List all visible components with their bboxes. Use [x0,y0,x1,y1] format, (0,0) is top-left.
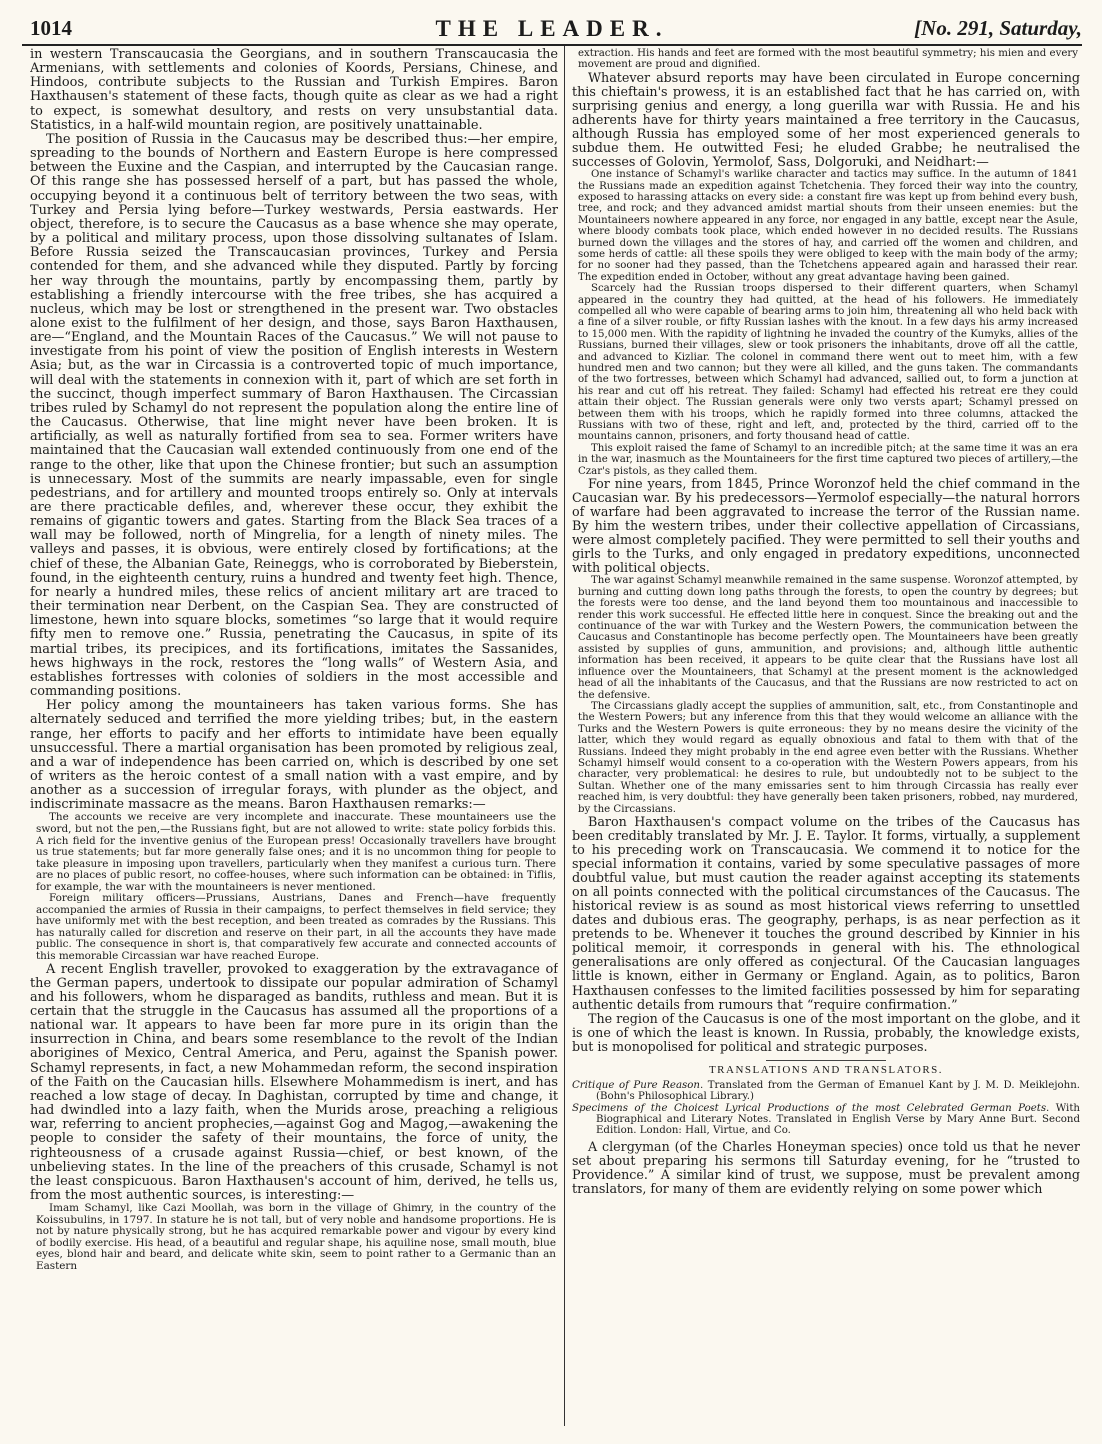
extract-paragraph: Imam Schamyl, like Cazi Moollah, was born in the village of Ghimry, in the country of the Koissubulins, in 1797. In stature he is not tall, but of very noble and handsome proportions. He is not by nature physically strong, but he has acquired remarkable power and vigour by every kind of bodily exercise. His head, of a beautiful and regular shape, his aquiline nose, small mouth, blue eyes, blond hair and beard, and delicate white skin, seem to point rather to a Germanic than an Eastern [36,1202,556,1272]
extract-paragraph: The war against Schamyl meanwhile remained in the same suspense. Woronzof attempted, by burning and cutting down long paths through the forests, to open the country by degrees; but the forests were too dense, and the land beyond them too mountainous and inaccessible to render this work successful. He effected little here in conquest. Since the breaking out and the continuance of the war with Turkey and the Western Powers, the communication between the Caucasus and Constantinople has become perfectly open. The Mountaineers have been greatly assisted by supplies of guns, ammunition, and provisions; and, although little authentic information has been received, it appears to be quite clear that the Russians have lost all influence over the Mountaineers, that Schamyl at the present moment is the acknowledged head of all the inhabitants of the Caucasus, and that the Russians are now restricted to act on the defensive. [578,575,1078,701]
extract-paragraph: Scarcely had the Russian troops dispersed to their different quarters, when Schamyl appeared in the country they had quitted, at the head of his followers. He immediately compelled all who were capable of bearing arms to join him, threatening all who held back with a fine of a silver rouble, or fifty Russian lashes with the knout. In a few days his army increased to 15,000 men. With the rapidity of lightning he invaded the country of the Kumyks, allies of the Russians, burned their villages, slew or took prisoners the inhabitants, drove off all the cattle, and advanced to Kizliar. The colonel in command there went out to meet him, with a few hundred men and two cannon; but they were all killed, and the guns taken. The commandants of the two fortresses, between which Schamyl had advanced, sallied out, to form a junction at his rear and cut off his retreat. They failed: Schamyl had effected his retreat ere they could attain their object. The Russian generals were only two versts apart; Schamyl pressed on between them with his troops, which he rapidly formed into three columns, attacked the Russians with two of these, right and left, and, protected by the third, carried off to the mountains cannon, prisoners, and forty thousand head of cattle. [578,283,1078,443]
page-number: 1014 [30,16,72,40]
body-paragraph: Her policy among the mountaineers has taken various forms. She has alternately seduced and terrified the more yielding tribes; but, in the eastern range, her efforts to pacify and her efforts to intimidate have been equally unsuccessful. There a martial organisation has been promoted by religious zeal, and a war of independence has been carried on, which is described by one set of writers as the heroic contest of a small nation with a vast empire, and by another as a succession of irregular forays, with plunder as the object, and indiscriminate massacre as the means. Baron Haxthausen remarks:— [30,698,558,813]
book-list [572,1080,1080,1137]
body-paragraph: A recent English traveller, provoked to exaggeration by the extravagance of the German papers, undertook to dissipate our popular admiration of Schamyl and his followers, whom he disparaged as bandits, ruthless and mean. But it is certain that the struggle in the Caucasus has assumed all the proportions of a national war. It appears to have been far more pure in its origin than the insurrection in China, and bears some resemblance to the revolt of the Indian aborigines of Mexico, Central America, and Peru, against the Spanish power. Schamyl represents, in fact, a new Mohammedan reform, the second inspiration of the Faith on the Caucasian hills. Elsewhere Mohammedism is inert, and has reached a low stage of decay. In Daghistan, corrupted by time and change, it had dwindled into a lazy faith, when the Murids arose, preaching a religious war, referring to ancient prophecies,—against Gog and Magog,—awakening the people to consider the safety of their mountains, the force of unity, the righteousness of a crusade against Russia—chief, or best known, of the unbelieving states. In the line of the preachers of this crusade, Schamyl is not the least conspicuous. Baron Haxthausen's account of him, derived, he tells us, from the most authentic sources, is interesting:— [30,961,558,1204]
right-column [572,48,1080,1428]
right-column-body [572,48,1080,1054]
extract-paragraph: One instance of Schamyl's warlike character and tactics may suffice. In the autumn of 1841 the Russians made an expedition against Tchetchenia. They forced their way into the country, exposed to harassing attacks on every side: a constant fire was kept up from behind every bush, tree, and rock; and they advanced amidst martial shouts from their unseen enemies: but the Mountaineers nowhere appeared in any force, nor engaged in any battle, except near the Asule, where bloody combats took place, which ended however in no decided results. The Russians burned down the villages and the stores of hay, and carried off the women and children, and some herds of cattle: all these spoils they were obliged to keep with the main body of the army; for no sooner had they passed, than the Tchetchens appeared again and harassed their rear. The expedition ended in October, without any great advantage having been gained. [578,169,1078,283]
body-paragraph: The region of the Caucasus is one of the most important on the globe, and it is one of which the least is known. In Russia, probably, the knowledge exists, but is monopolised for political and strategic purposes. [572,1010,1080,1054]
left-column [30,48,558,1428]
body-paragraph: Whatever absurd reports may have been circulated in Europe concerning this chieftain's prowess, it is an established fact that he has carried on, with surprising genius and energy, a long guerilla war with Russia. He and his adherents have for thirty years maintained a free territory in the Caucasus, although Russia has employed some of her most experienced generals to subdue them. He outwitted Fesi; he eluded Grabbe; he neutralised the successes of Golovin, Yermolof, Sass, Dolgoruki, and Neidhart:— [572,69,1080,170]
extract-paragraph: extraction. His hands and feet are formed with the most beautiful symmetry; his mien and every movement are proud and dignified. [578,48,1078,71]
body-paragraph: Baron Haxthausen's compact volume on the tribes of the Caucasus has been creditably translated by Mr. J. E. Taylor. It forms, virtually, a supplement to his preceding work on Transcaucasia. We commend it to notice for the special information it contains, varied by some speculative passages of more doubtful value, but must caution the reader against accepting its statements on all points connected with the political circumstances of the Caucasus. The historical review is as sound as most historical views referring to unsettled dates and dubious eras. The geography, perhaps, is as near perfection as it pretends to be. Whenever it touches the ground described by Kinnier in his political memoir, it corresponds in general with his. The ethnological generalisations are only offered as conjectural. Of the Caucasian languages little is known, either in Germany or England. Again, as to politics, Baron Haxthausen confesses to the limited facilities possessed by him for separating authentic details from rumours that “require confirmation.” [572,813,1080,1012]
body-paragraph: For nine years, from 1845, Prince Woronzof held the chief command in the Caucasian war. By his predecessors—Yermolof especially—the natural horrors of warfare had been aggravated to increase the terror of the Russian name. By him the western tribes, under their collective appellation of Circassians, were almost completely pacified. They were permitted to sell their youths and girls to the Turks, and only engaged in predatory expeditions, unconnected with political objects. [572,476,1080,576]
body-paragraph: in western Transcaucasia the Georgians, and in southern Transcaucasia the Armenians, with settlements and colonies of Koords, Persians, Chinese, and Hindoos, contribute subjects to the Russian and Turkish Empires. Baron Haxthausen's statement of these facts, though quite as clear as we had a right to expect, is somewhat desultory, and rests on very unsubstantial data. Statistics, in a half-wild mountain region, are positively unattainable. [30,48,558,133]
book-details: Translated from the German of Emanuel Kant by J. M. D. Meiklejohn. (Bohn's Philosophical Library.) [596,1079,1080,1103]
book-title: Critique of Pure Reason. [572,1079,704,1091]
body-paragraph: The position of Russia in the Caucasus may be described thus:—her empire, spreading to the bounds of Northern and Eastern Europe is here compressed between the Euxine and the Caspian, and interrupted by the Caucasian range. Of this range she has possessed herself of a part, but has passed the whole, occupying beyond it a continuous belt of territory between the two seas, with Turkey and Persia lying before—Turkey westwards, Persia eastwards. Her object, therefore, is to secure the Caucasus as a base whence she may operate, by a political and military process, upon those dissolving sultanates of Islam. Before Russia seized the Transcaucasian provinces, Turkey and Persia contended for them, and she advanced while they disputed. Partly by forcing her way through the mountains, partly by encompassing them, partly by establishing a friendly intercourse with the free tribes, she has acquired a nucleus, which may be lost or strengthened in the present war. Two obstacles alone exist to the fulfilment of her design, and those, says Baron Haxthausen, are—“England, and the Mountain Races of the Caucasus.” We will not pause to investigate from his point of view the position of English interests in Western Asia; but, as the war in Circassia is a controverted topic of much importance, will deal with the statements in connexion with it, part of which are set forth in the succinct, though imperfect summary of Baron Haxthausen. The Circassian tribes ruled by Schamyl do not represent the population along the entire line of the Caucasus. Otherwise, that line might never have been broken. It is artificially, as well as naturally fortified from sea to sea. Former writers have maintained that the Caucasian wall extended continuously from one end of the range to the other, like that upon the Chinese frontier; but such an assumption is unnecessary. Most of the summits are nearly impassable, even for single pedestrians, and for artillery and mounted troops entirely so. Only at intervals are there practicable defiles, and, wherever these occur, they exhibit the remains of gigantic towers and gates. Starting from the Black Sea traces of a wall may be followed, north of Mingrelia, for a length of ninety miles. The valleys and passes, it is obvious, were entirely closed by fortifications; at the chief of these, the Albanian Gate, Reineggs, who is corroborated by Bieberstein, found, in the eighteenth century, ruins a hundred and twenty feet high. Thence, for nearly a hundred miles, these relics of ancient military art are traced to their termination near Derbent, on the Caspian Sea. They are constructed of limestone, hewn into square blocks, sometimes “so large that it would require fifty men to remove one.” Russia, penetrating the Caucasus, in spite of its martial tribes, its precipices, and its fortifications, imitates the Sassanides, hews highways in the rock, restores the “long walls” of Western Asia, and establishes fortresses with colonies of soldiers in the most accessible and commanding positions. [30,131,558,700]
book-entry-1 [572,1080,1080,1103]
page-header [22,16,1082,42]
extract-paragraph: The accounts we receive are very incomplete and inaccurate. These mountaineers use the sword, but not the pen,—the Russians fight, but are not allowed to write: state policy forbids this. A rich field for the inventive genius of the European press! Occasionally travellers have brought us true statements; but far more generally false ones; and it is no uncommon thing for people to take pleasure in imposing upon travellers, particularly when they manifest a curious turn. There are no places of public resort, no coffee-houses, where such information can be obtained: in Tiflis, for example, the war with the mountaineers is never mentioned. [36,811,556,893]
book-entry-2 [572,1103,1080,1137]
header-rule [22,44,1082,46]
closing-paragraph: A clergyman (of the Charles Honeyman species) once told us that he never set about preparing his sermons till Saturday evening, for he “trusted to Providence.” A similar kind of trust, we suppose, must be prevalent among translators, for many of them are evidently relying on some power which [572,1138,1080,1196]
column-divider [564,46,565,1426]
extract-paragraph: Foreign military officers—Prussians, Austrians, Danes and French—have frequently accompanied the armies of Russia in their campaigns, to perfect themselves in field service; they have uniformly met with the best reception, and been treated as comrades by the Russians. This has naturally called for discretion and reserve on their part, in all the accounts they have made public. The consequence in short is, that comparatively few accurate and connected accounts of this memorable Circassian war have reached Europe. [36,892,556,962]
issue-label: [No. 291, Saturday, [914,16,1082,40]
extract-paragraph: The Circassians gladly accept the supplies of ammunition, salt, etc., from Constantinople and the Western Powers; but any inference from this that they would welcome an alliance with the Turks and the Western Powers is quite erroneous: they by no means desire the vicinity of the latter, which they would regard as equally obnoxious and fatal to them with that of the Russians. Indeed they might probably in the end agree even better with the Russians. Whether Schamyl himself would consent to a co-operation with the Western Powers appears, from his character, very problematical: he desires to rule, but undoubtedly not to be subject to the Sultan. Whether one of the many emissaries sent to him through Circassia has really ever reached him, is very doubtful: they have generally been taken prisoners, robbed, nay murdered, by the Circassians. [578,700,1078,815]
book-title: Specimens of the Choicest Lyrical Productions of the most Celebrated German Poets. [572,1102,1050,1114]
book-details: With Biographical and Literary Notes. Translated in English Verse by Mary Anne Burt. Second Edition. London: Hall, Virtue, and Co. [596,1102,1080,1137]
extract-paragraph: This exploit raised the fame of Schamyl to an incredible pitch; at the same time it was an era in the war, inasmuch as the Mountaineers for the first time captured two pieces of artillery,—the Czar's pistols, as they called them. [578,442,1078,477]
section-heading: TRANSLATIONS AND TRANSLATORS. [708,1063,944,1076]
masthead-title: THE LEADER. [435,16,669,41]
section-rule [766,1060,886,1061]
